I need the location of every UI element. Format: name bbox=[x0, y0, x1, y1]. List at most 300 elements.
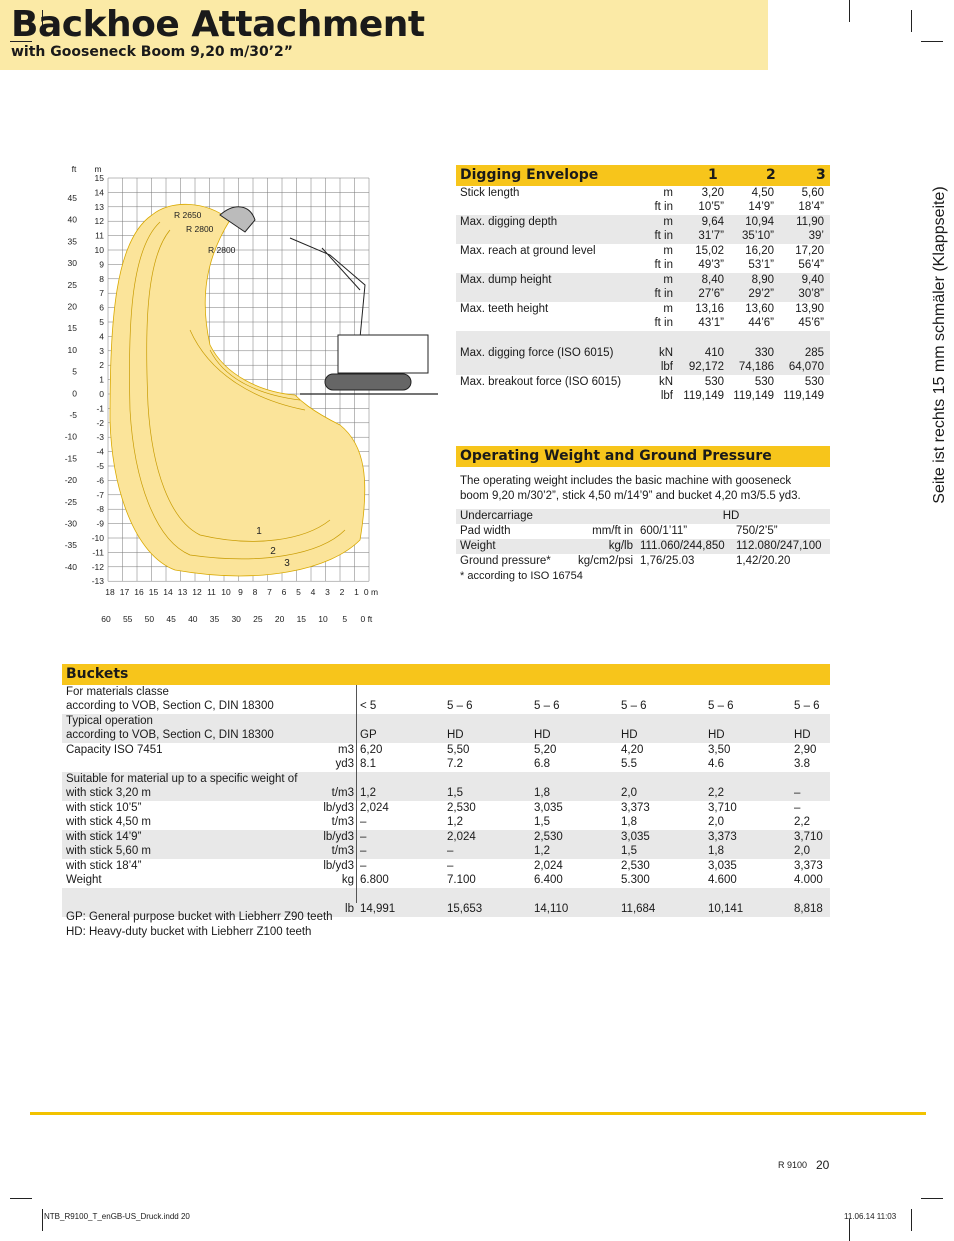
value: 1,5 bbox=[534, 816, 550, 828]
table-row bbox=[456, 244, 830, 273]
value: 18’4” bbox=[798, 201, 824, 213]
excavator-sketch bbox=[220, 207, 438, 394]
value: 39’ bbox=[808, 230, 824, 242]
x-tick-ft: 60 bbox=[101, 614, 111, 624]
y-tick-m: -3 bbox=[96, 432, 104, 443]
value: 530 bbox=[704, 376, 724, 388]
value: 5,20 bbox=[534, 744, 557, 756]
value: 6,20 bbox=[360, 744, 383, 756]
y-tick-ft: -20 bbox=[64, 475, 77, 486]
value: 9,64 bbox=[701, 216, 724, 228]
value: 1,5 bbox=[447, 787, 463, 799]
unit: m bbox=[663, 274, 673, 286]
x-tick-m: 17 bbox=[119, 587, 130, 597]
unit: ft in bbox=[654, 230, 673, 242]
value: – bbox=[794, 787, 801, 799]
x-tick-m: 7 bbox=[267, 587, 272, 597]
bucket-notes bbox=[66, 910, 333, 940]
y-tick-m: 1 bbox=[99, 374, 104, 385]
value: 49’3” bbox=[698, 259, 724, 271]
value: 10,141 bbox=[708, 903, 744, 915]
y-tick-ft: 40 bbox=[67, 214, 77, 225]
value: 3,710 bbox=[794, 831, 823, 843]
footer-rule bbox=[30, 1112, 926, 1115]
unit: t/m3 bbox=[331, 816, 354, 828]
value: 7.100 bbox=[447, 874, 476, 886]
y-tick-m: -5 bbox=[96, 461, 104, 471]
value: 2,90 bbox=[794, 744, 817, 756]
value: HD bbox=[794, 729, 811, 741]
value: 3,035 bbox=[708, 860, 737, 872]
operating-weight-title: Operating Weight and Ground Pressure bbox=[460, 448, 772, 464]
value: – bbox=[447, 860, 454, 872]
table-row bbox=[62, 830, 830, 859]
value: 1,8 bbox=[621, 816, 637, 828]
value: 13,16 bbox=[695, 303, 724, 315]
y-tick-ft: 0 bbox=[72, 388, 77, 399]
col-header-2: 2 bbox=[766, 167, 776, 183]
x-tick-m: 4 bbox=[310, 587, 316, 597]
x-tick-m: 1 bbox=[354, 587, 359, 597]
page-subtitle: with Gooseneck Boom 9,20 m/30’2” bbox=[11, 44, 293, 60]
footer-file: NTB_R9100_T_enGB-US_Druck.indd 20 bbox=[44, 1212, 190, 1221]
value: 1,8 bbox=[534, 787, 550, 799]
unit: lb/yd3 bbox=[323, 860, 354, 872]
y-tick-ft: -30 bbox=[64, 518, 77, 529]
value: 3,373 bbox=[794, 860, 823, 872]
x-tick-ft: 0 ft bbox=[360, 614, 373, 624]
y-tick-ft: 35 bbox=[67, 236, 77, 247]
crop-mark bbox=[921, 1198, 943, 1199]
value: 10’5” bbox=[698, 201, 724, 213]
table-row bbox=[456, 539, 830, 554]
value: 4.6 bbox=[708, 758, 724, 770]
y-tick-ft: 25 bbox=[67, 279, 77, 290]
table-row bbox=[456, 375, 830, 404]
page-title: Backhoe Attachment bbox=[11, 4, 425, 45]
unit: lb/yd3 bbox=[323, 802, 354, 814]
note-gp: GP: General purpose bucket with Liebherr Z90 teeth bbox=[66, 911, 333, 923]
x-tick-ft: 30 bbox=[231, 614, 241, 624]
row-label: Max. reach at ground level bbox=[460, 245, 596, 257]
value: 14,110 bbox=[534, 903, 569, 915]
value: 2,0 bbox=[794, 845, 810, 857]
row-label: Max. breakout force (ISO 6015) bbox=[460, 376, 622, 388]
operating-weight-table bbox=[456, 509, 830, 569]
value: 7.2 bbox=[447, 758, 463, 770]
table-row bbox=[456, 302, 830, 331]
value: 44’6” bbox=[748, 317, 774, 329]
value: 64,070 bbox=[788, 361, 824, 373]
unit: ft in bbox=[654, 259, 673, 271]
radius-label: R 2650 bbox=[174, 210, 202, 220]
value: 4.000 bbox=[794, 874, 823, 886]
buckets-header bbox=[62, 664, 830, 685]
unit: kg/cm2/psi bbox=[578, 555, 633, 567]
row-label: with stick 18’4” bbox=[66, 860, 142, 872]
value: 8.1 bbox=[360, 758, 376, 770]
value: 2,0 bbox=[708, 816, 724, 828]
y-tick-m: 5 bbox=[99, 317, 104, 327]
x-tick-m: 8 bbox=[252, 587, 258, 597]
value: 35’10” bbox=[742, 230, 774, 242]
axis-unit-ft: ft bbox=[71, 164, 77, 174]
value: 111.060/244,850 bbox=[640, 540, 725, 552]
x-tick-ft: 25 bbox=[253, 614, 263, 624]
value: 13,60 bbox=[745, 303, 774, 315]
y-tick-ft: -25 bbox=[64, 496, 77, 507]
value: 11,90 bbox=[796, 216, 824, 228]
value: 330 bbox=[754, 347, 774, 359]
note-hd: HD: Heavy-duty bucket with Liebherr Z100 teeth bbox=[66, 926, 312, 938]
y-tick-ft: 30 bbox=[67, 258, 77, 269]
y-tick-m: 6 bbox=[99, 302, 104, 313]
x-tick-ft: 55 bbox=[122, 614, 133, 624]
undercarriage-value: HD bbox=[722, 510, 740, 522]
y-tick-m: 11 bbox=[95, 230, 104, 241]
table-row bbox=[456, 346, 830, 375]
row-label: Max. dump height bbox=[460, 274, 552, 286]
digging-envelope-header bbox=[456, 165, 830, 186]
y-tick-ft: 45 bbox=[67, 193, 77, 203]
value: 3,035 bbox=[534, 802, 563, 814]
value: 4.600 bbox=[708, 874, 737, 886]
x-tick-m: 11 bbox=[207, 587, 216, 597]
y-tick-m: 3 bbox=[99, 345, 104, 356]
x-tick-m: 16 bbox=[134, 587, 144, 597]
row-label: Max. digging depth bbox=[460, 216, 558, 228]
table-row bbox=[456, 215, 830, 244]
value: 6.400 bbox=[534, 874, 563, 886]
value: 119,149 bbox=[733, 390, 774, 402]
value: 1,76/25.03 bbox=[640, 555, 695, 567]
value: 27’6” bbox=[698, 288, 724, 300]
value: 4,20 bbox=[621, 744, 644, 756]
value: – bbox=[360, 845, 367, 857]
value: 5 – 6 bbox=[794, 700, 820, 712]
value: 3.8 bbox=[794, 758, 810, 770]
y-tick-m: 0 bbox=[99, 389, 104, 399]
y-tick-ft: 20 bbox=[67, 301, 77, 312]
x-tick-ft: 15 bbox=[296, 614, 307, 624]
x-tick-m: 13 bbox=[177, 587, 188, 597]
value: 6.8 bbox=[534, 758, 550, 770]
value: HD bbox=[447, 729, 464, 741]
crop-mark bbox=[42, 1209, 43, 1231]
value: 2,0 bbox=[621, 787, 637, 799]
value: 2,530 bbox=[534, 831, 563, 843]
value: 56’4” bbox=[798, 259, 824, 271]
row-label: Stick length bbox=[460, 187, 520, 199]
y-tick-m: -9 bbox=[96, 518, 104, 529]
value: 530 bbox=[754, 376, 774, 388]
y-tick-ft: -15 bbox=[64, 453, 77, 464]
value: 5 – 6 bbox=[621, 700, 647, 712]
digging-envelope-title: Digging Envelope bbox=[460, 167, 599, 183]
value: – bbox=[447, 845, 454, 857]
y-tick-m: 8 bbox=[99, 273, 104, 284]
col-header-1: 1 bbox=[708, 167, 718, 183]
radius-label: R 2800 bbox=[186, 224, 214, 234]
table-row bbox=[62, 859, 830, 888]
table-row bbox=[456, 331, 830, 346]
value: 1,2 bbox=[447, 816, 463, 828]
unit: lb/yd3 bbox=[323, 831, 354, 843]
value: 5.5 bbox=[621, 758, 637, 770]
value: 3,50 bbox=[708, 744, 731, 756]
row-label: with stick 5,60 m bbox=[66, 845, 151, 857]
y-tick-ft: -5 bbox=[69, 410, 77, 420]
value: 5 – 6 bbox=[708, 700, 734, 712]
unit: t/m3 bbox=[331, 787, 354, 799]
row-label: Max. teeth height bbox=[460, 303, 549, 315]
value: 1,42/20.20 bbox=[736, 555, 791, 567]
unit: lb bbox=[345, 903, 354, 915]
row-label: Ground pressure* bbox=[460, 555, 551, 567]
table-row bbox=[62, 714, 830, 743]
value: 10,94 bbox=[745, 216, 774, 228]
value: – bbox=[360, 831, 367, 843]
row-label: with stick 14’9” bbox=[66, 831, 142, 843]
crop-mark bbox=[911, 10, 912, 32]
value: 3,373 bbox=[708, 831, 737, 843]
row-label: Suitable for material up to a specific weight of bbox=[66, 773, 298, 785]
value: 2,2 bbox=[794, 816, 810, 828]
value: 112.080/247,100 bbox=[736, 540, 822, 552]
value: 45’6” bbox=[798, 317, 824, 329]
value: 16,20 bbox=[745, 245, 774, 257]
y-tick-m: 2 bbox=[99, 360, 104, 371]
value: 15,02 bbox=[695, 245, 724, 257]
row-label: Typical operation bbox=[66, 715, 153, 727]
y-tick-ft: -40 bbox=[64, 561, 77, 572]
digging-envelope-area bbox=[110, 204, 365, 576]
value: – bbox=[360, 816, 367, 828]
value: HD bbox=[534, 729, 551, 741]
value: 14,991 bbox=[360, 903, 396, 915]
value: 5,60 bbox=[801, 187, 824, 199]
value: 410 bbox=[704, 347, 724, 359]
y-tick-m: -2 bbox=[96, 417, 104, 428]
y-tick-m: -1 bbox=[96, 403, 104, 414]
value: 30’8” bbox=[798, 288, 824, 300]
value: < 5 bbox=[360, 700, 377, 712]
y-tick-m: -11 bbox=[92, 547, 104, 558]
row-label: Pad width bbox=[460, 525, 511, 537]
unit: yd3 bbox=[335, 758, 354, 770]
y-tick-ft: -10 bbox=[64, 431, 77, 442]
unit: kg/lb bbox=[608, 540, 633, 552]
value: GP bbox=[360, 729, 377, 741]
axis-unit-m: m bbox=[94, 164, 102, 174]
unit: ft in bbox=[654, 317, 673, 329]
table-row bbox=[456, 186, 830, 215]
table-row bbox=[62, 772, 830, 801]
curve-label: 3 bbox=[284, 558, 290, 569]
value: 9,40 bbox=[801, 274, 824, 286]
y-tick-m: 7 bbox=[99, 288, 104, 299]
row-label: Weight bbox=[460, 540, 496, 552]
y-tick-m: 9 bbox=[99, 259, 104, 270]
side-note: Seite ist rechts 15 mm schmäler (Klappseite) bbox=[931, 186, 948, 504]
y-tick-m: 12 bbox=[94, 216, 104, 227]
value: 31’7” bbox=[698, 230, 724, 242]
row-label: Capacity ISO 7451 bbox=[66, 744, 163, 756]
x-tick-m: 15 bbox=[148, 587, 159, 597]
y-tick-m: 10 bbox=[94, 245, 104, 255]
curve-label: 2 bbox=[270, 546, 276, 557]
row-label: according to VOB, Section C, DIN 18300 bbox=[66, 729, 274, 741]
y-tick-ft: -35 bbox=[64, 540, 77, 551]
value: 4,50 bbox=[751, 187, 774, 199]
unit: mm/ft in bbox=[592, 525, 633, 537]
y-tick-m: -8 bbox=[96, 504, 104, 515]
value: 5 – 6 bbox=[447, 700, 473, 712]
row-label: with stick 10’5” bbox=[66, 802, 142, 814]
row-label: Weight bbox=[66, 874, 102, 886]
value: 11,684 bbox=[621, 903, 656, 915]
x-tick-ft: 35 bbox=[209, 614, 220, 624]
col-header-3: 3 bbox=[816, 167, 826, 183]
value: HD bbox=[708, 729, 725, 741]
unit: kN bbox=[658, 376, 673, 388]
crop-mark bbox=[921, 41, 943, 42]
x-tick-m: 18 bbox=[105, 587, 115, 597]
value: HD bbox=[621, 729, 638, 741]
y-tick-ft: 15 bbox=[67, 323, 77, 334]
y-tick-m: 4 bbox=[99, 331, 104, 342]
value: 17,20 bbox=[795, 245, 824, 257]
value: 1,2 bbox=[360, 787, 376, 799]
x-tick-m: 10 bbox=[221, 587, 231, 597]
row-label: with stick 3,20 m bbox=[66, 787, 151, 799]
value: – bbox=[794, 802, 801, 814]
value: 3,373 bbox=[621, 802, 650, 814]
x-tick-ft: 50 bbox=[144, 614, 155, 624]
unit: m bbox=[663, 303, 673, 315]
value: 43’1” bbox=[698, 317, 724, 329]
table-row bbox=[456, 273, 830, 302]
table-row bbox=[62, 743, 830, 772]
page-number: 20 bbox=[816, 1158, 830, 1172]
unit: m bbox=[663, 245, 673, 257]
description-line: The operating weight includes the basic machine with gooseneck bbox=[460, 475, 792, 487]
value: 1,8 bbox=[708, 845, 724, 857]
crop-mark bbox=[849, 1219, 850, 1241]
x-tick-ft: 45 bbox=[166, 614, 176, 624]
row-label: For materials classe bbox=[66, 686, 169, 698]
y-tick-ft: 5 bbox=[72, 366, 77, 377]
x-tick-m: 5 bbox=[296, 587, 301, 597]
value: 13,90 bbox=[795, 303, 824, 315]
x-tick-m: 12 bbox=[192, 587, 202, 597]
buckets-table bbox=[62, 685, 830, 915]
unit: m bbox=[663, 216, 673, 228]
x-tick-ft: 40 bbox=[188, 614, 198, 624]
value: 5.300 bbox=[621, 874, 650, 886]
y-tick-m: -6 bbox=[96, 475, 104, 486]
x-tick-ft: 10 bbox=[318, 614, 328, 624]
value: 5 – 6 bbox=[534, 700, 560, 712]
crop-mark bbox=[911, 1209, 912, 1231]
y-tick-m: -13 bbox=[91, 576, 104, 587]
value: 29’2” bbox=[748, 288, 774, 300]
value: 2,024 bbox=[534, 860, 563, 872]
value: 3,710 bbox=[708, 802, 737, 814]
value: 2,024 bbox=[360, 802, 389, 814]
crop-mark bbox=[10, 1198, 32, 1199]
row-label: Max. digging force (ISO 6015) bbox=[460, 347, 614, 359]
x-tick-m: 2 bbox=[339, 587, 345, 597]
value: 119,149 bbox=[783, 390, 824, 402]
y-tick-m: 15 bbox=[94, 173, 104, 183]
value: 15,653 bbox=[447, 903, 483, 915]
value: 600/1’11” bbox=[640, 525, 688, 537]
unit: kg bbox=[341, 874, 354, 886]
operating-weight-footnote: * according to ISO 16754 bbox=[460, 570, 583, 582]
value: 6.800 bbox=[360, 874, 389, 886]
value: – bbox=[360, 860, 367, 872]
y-tick-m: 13 bbox=[94, 201, 104, 212]
row-label: according to VOB, Section C, DIN 18300 bbox=[66, 700, 274, 712]
curve-label: 1 bbox=[256, 526, 262, 537]
value: 3,20 bbox=[701, 187, 724, 199]
column-divider bbox=[356, 685, 357, 903]
value: 2,024 bbox=[447, 831, 476, 843]
value: 3,035 bbox=[621, 831, 650, 843]
unit: m bbox=[663, 187, 673, 199]
unit: m3 bbox=[338, 744, 354, 756]
y-tick-m: -12 bbox=[91, 561, 104, 572]
value: 14’9” bbox=[748, 201, 774, 213]
unit: t/m3 bbox=[331, 845, 354, 857]
y-tick-m: -10 bbox=[91, 533, 104, 543]
value: 1,5 bbox=[621, 845, 637, 857]
crop-mark bbox=[849, 0, 850, 22]
operating-weight-header bbox=[456, 446, 830, 467]
value: 1,2 bbox=[534, 845, 550, 857]
value: 285 bbox=[804, 347, 824, 359]
table-row bbox=[456, 554, 830, 569]
value: 5,50 bbox=[447, 744, 470, 756]
value: 8,90 bbox=[751, 274, 774, 286]
value: 8,818 bbox=[794, 903, 823, 915]
buckets-title: Buckets bbox=[66, 666, 129, 682]
value: 2,2 bbox=[708, 787, 724, 799]
x-tick-ft: 5 bbox=[342, 614, 348, 624]
value: 530 bbox=[804, 376, 824, 388]
digging-envelope-diagram bbox=[60, 160, 440, 630]
radius-label: R 2800 bbox=[208, 245, 236, 255]
operating-weight-description bbox=[460, 474, 830, 504]
table-row bbox=[62, 685, 830, 714]
footer-date: 11.06.14 11:03 bbox=[844, 1212, 897, 1221]
digging-envelope-table bbox=[456, 186, 830, 404]
value: 2,530 bbox=[621, 860, 650, 872]
x-tick-m: 6 bbox=[281, 587, 287, 597]
value: 119,149 bbox=[683, 390, 724, 402]
row-label: with stick 4,50 m bbox=[66, 816, 151, 828]
x-tick-m: 9 bbox=[238, 587, 243, 597]
table-row bbox=[456, 509, 830, 524]
description-line: boom 9,20 m/30’2”, stick 4,50 m/14’9” and bucket 4,20 m3/5.5 yd3. bbox=[460, 490, 801, 502]
x-tick-m: 3 bbox=[325, 587, 330, 597]
table-row bbox=[62, 801, 830, 830]
table-row bbox=[456, 524, 830, 539]
unit: ft in bbox=[654, 201, 673, 213]
value: 750/2’5” bbox=[736, 525, 778, 537]
unit: kN bbox=[658, 347, 673, 359]
